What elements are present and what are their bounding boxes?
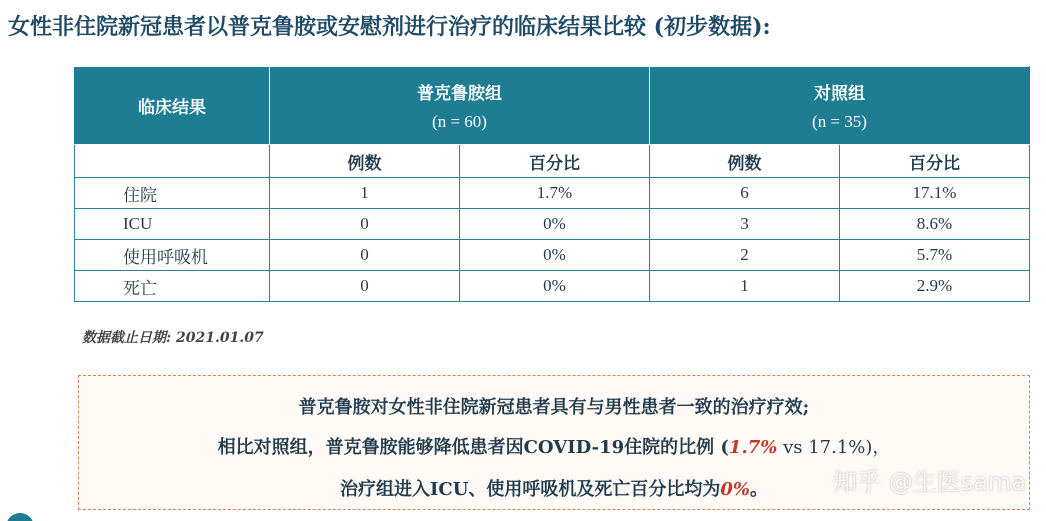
watermark: 知乎 @生医sama	[833, 468, 1026, 496]
cell-percent: 0%	[460, 271, 650, 302]
sub-header-percent: 百分比	[840, 145, 1030, 178]
highlight-value: 1.7%	[728, 437, 778, 458]
table-row	[75, 209, 1030, 240]
highlight-value: 0%	[720, 479, 751, 500]
cell-percent: 2.9%	[840, 271, 1030, 302]
data-cutoff-note: 数据截止日期: 2021.01.07	[82, 330, 264, 346]
cell-count: 0	[270, 240, 460, 271]
group-header-control	[650, 67, 1030, 145]
cell-percent: 5.7%	[840, 240, 1030, 271]
cell-count: 0	[270, 271, 460, 302]
table-row	[75, 271, 1030, 302]
cell-percent: 1.7%	[460, 178, 650, 209]
group-n: (n = 60)	[432, 112, 487, 131]
group-header-treatment	[270, 67, 650, 145]
cell-count: 1	[650, 271, 840, 302]
cell-percent: 0%	[460, 209, 650, 240]
cell-count: 1	[270, 178, 460, 209]
summary-text: 相比对照组，普克鲁胺能够降低患者因COVID-19住院的比例 (	[217, 437, 729, 458]
sub-header-percent: 百分比	[460, 145, 650, 178]
summary-text: )，	[865, 437, 891, 458]
sub-header-empty	[75, 145, 270, 178]
summary-text: 。	[750, 479, 769, 500]
summary-text: vs 17.1%	[777, 437, 866, 458]
outcome-header: 临床结果	[75, 67, 270, 145]
row-label: 使用呼吸机	[75, 240, 270, 271]
cell-percent: 0%	[460, 240, 650, 271]
cell-count: 6	[650, 178, 840, 209]
row-label: ICU	[75, 209, 270, 240]
row-label: 死亡	[75, 271, 270, 302]
summary-text: 治疗组进入ICU、使用呼吸机及死亡百分比均为	[339, 479, 721, 500]
table-row	[75, 178, 1030, 209]
sub-header-count: 例数	[270, 145, 460, 178]
cell-percent: 8.6%	[840, 209, 1030, 240]
group-name: 普克鲁胺组	[417, 84, 502, 103]
sub-header-count: 例数	[650, 145, 840, 178]
page-title: 女性非住院新冠患者以普克鲁胺或安慰剂进行治疗的临床结果比较 (初步数据):	[8, 14, 771, 40]
cell-count: 3	[650, 209, 840, 240]
corner-logo	[6, 513, 34, 521]
cell-count: 2	[650, 240, 840, 271]
table-row	[75, 240, 1030, 271]
cell-count: 0	[270, 209, 460, 240]
group-name: 对照组	[814, 84, 865, 103]
group-header-row	[75, 67, 1030, 145]
sub-header-row	[75, 145, 1030, 178]
cell-percent: 17.1%	[840, 178, 1030, 209]
summary-line-1: 普克鲁胺对女性非住院新冠患者具有与男性患者一致的治疗疗效;	[298, 397, 810, 418]
group-n: (n = 35)	[812, 112, 867, 131]
results-table	[74, 66, 1030, 302]
summary-line-2	[79, 433, 1029, 459]
row-label: 住院	[75, 178, 270, 209]
